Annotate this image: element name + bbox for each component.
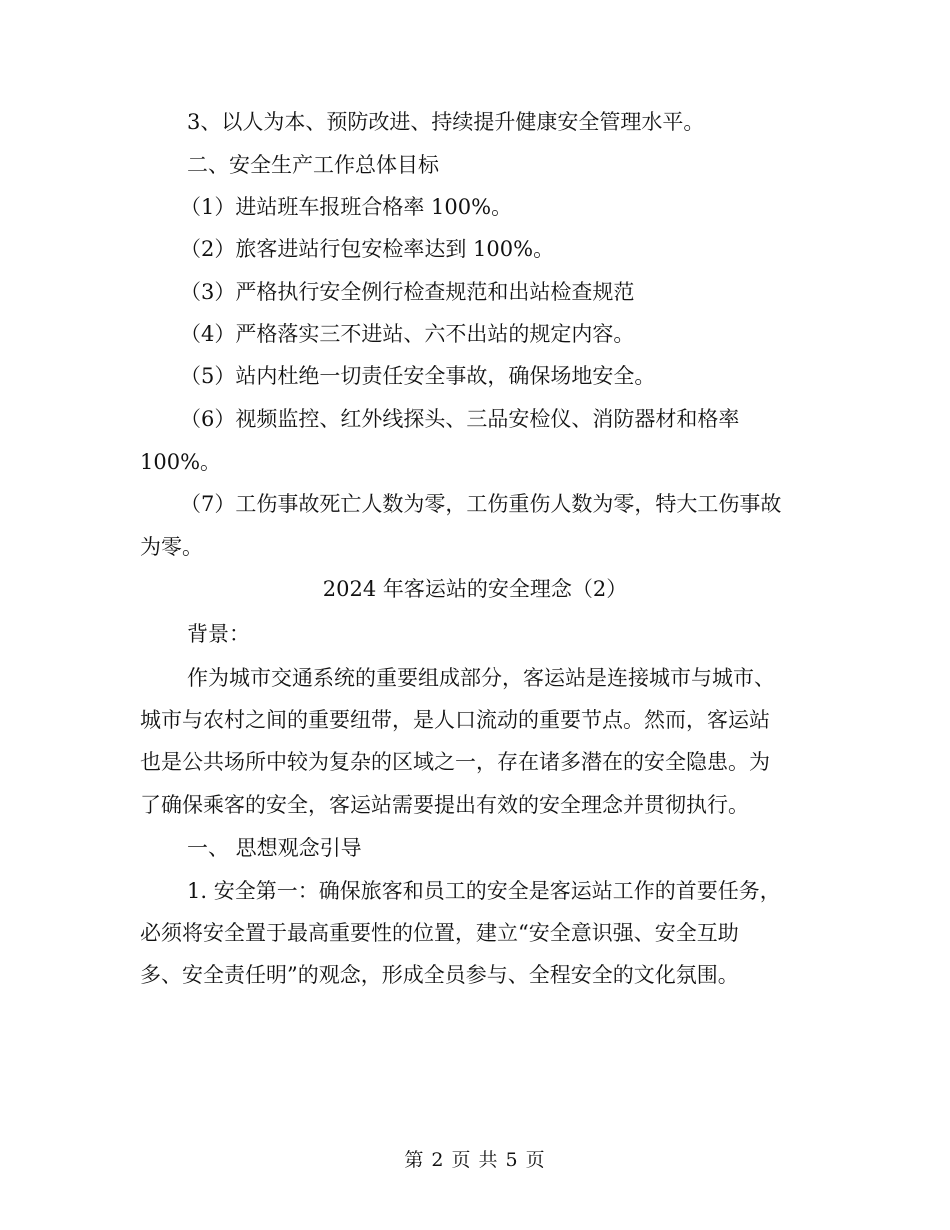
goal-item-1: （1）进站班车报班合格率 100%。 <box>180 195 513 219</box>
goal-item-7-continued: 为零。 <box>140 535 203 559</box>
background-label: 背景： <box>187 622 250 646</box>
safety-first-line-3: 多、安全责任明”的观念，形成全员参与、全程安全的文化氛围。 <box>140 963 739 987</box>
section-title: 2024 年客运站的安全理念（2） <box>322 577 628 601</box>
page-footer: 第 2 页 共 5 页 <box>404 1149 546 1171</box>
safety-first-line-2: 必须将安全置于最高重要性的位置，建立“安全意识强、安全互助 <box>140 921 739 945</box>
safety-first-line-1: 1. 安全第一：确保旅客和员工的安全是客运站工作的首要任务， <box>187 879 781 903</box>
goal-item-3: （3）严格执行安全例行检查规范和出站检查规范 <box>180 280 635 304</box>
goal-item-4: （4）严格落实三不进站、六不出站的规定内容。 <box>180 322 635 346</box>
background-paragraph-line-3: 也是公共场所中较为复杂的区域之一，存在诸多潜在的安全隐患。为 <box>140 750 770 774</box>
goal-item-6: （6）视频监控、红外线探头、三品安检仪、消防器材和格率 <box>180 407 740 431</box>
goal-item-5: （5）站内杜绝一切责任安全事故，确保场地安全。 <box>180 364 656 388</box>
background-paragraph-line-4: 了确保乘客的安全，客运站需要提出有效的安全理念并贯彻执行。 <box>140 793 749 817</box>
section-heading-overall-goals: 二、安全生产工作总体目标 <box>187 153 439 177</box>
subheading-ideology: 一、 思想观念引导 <box>187 836 362 860</box>
goal-item-6-continued: 100%。 <box>140 450 222 474</box>
goal-item-2: （2）旅客进站行包安检率达到 100%。 <box>180 237 555 261</box>
goal-item-7: （7）工伤事故死亡人数为零，工伤重伤人数为零，特大工伤事故 <box>180 492 782 516</box>
background-paragraph-line-2: 城市与农村之间的重要纽带，是人口流动的重要节点。然而，客运站 <box>140 708 770 732</box>
goal-point-3: 3、以人为本、预防改进、持续提升健康安全管理水平。 <box>187 110 705 134</box>
background-paragraph-line-1: 作为城市交通系统的重要组成部分，客运站是连接城市与城市、 <box>187 666 775 690</box>
